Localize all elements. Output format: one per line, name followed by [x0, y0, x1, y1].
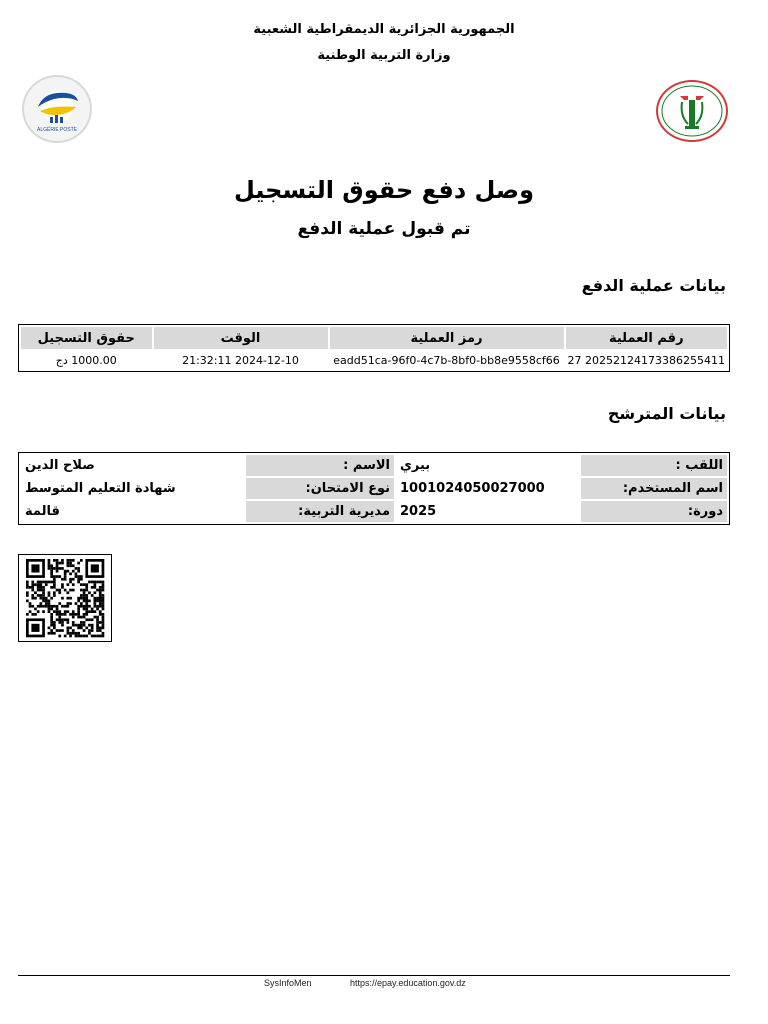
col-header-operation-code: رمز العملية: [330, 327, 564, 349]
receipt-title: وصل دفع حقوق التسجيل: [233, 176, 535, 204]
ministry-emblem-icon: [658, 82, 726, 140]
ministry-emblem-logo: [656, 80, 728, 142]
table-row: [21, 478, 727, 499]
table-row: [21, 351, 727, 369]
value-exam-type: شهادة التعليم المتوسط: [25, 481, 176, 496]
label-username: اسم المستخدم:: [581, 478, 727, 499]
qr-code-icon: [19, 555, 111, 641]
value-username: 1001024050027000: [400, 481, 545, 496]
value-surname: بيري: [400, 458, 431, 473]
candidate-section-title: بيانات المترشح: [607, 404, 726, 423]
col-header-registration-fee: حقوق التسجيل: [21, 327, 152, 349]
value-directorate: قالمة: [25, 504, 60, 519]
candidate-table: [18, 452, 730, 525]
footer-url[interactable]: https://epay.education.gov.dz: [350, 978, 466, 988]
operation-code: eadd51ca-96f0-4c7b-8bf0-bb8e9558cf66: [333, 353, 560, 367]
value-firstname: صلاح الدين: [25, 458, 95, 473]
label-firstname: الاسم :: [246, 455, 394, 476]
value-session: 2025: [400, 504, 437, 519]
algerie-poste-logo: [22, 75, 92, 143]
header-republic: الجمهورية الجزائرية الديمقراطية الشعبية: [253, 22, 515, 37]
table-row: [21, 455, 727, 476]
operation-time: 2024-12-10 21:32:11: [182, 353, 299, 367]
qr-code: [18, 554, 112, 642]
registration-fee: 1000.00 دج: [55, 353, 117, 367]
algerie-poste-icon: [24, 77, 90, 141]
label-directorate: مديرية التربية:: [246, 501, 394, 522]
footer-divider: [18, 975, 730, 976]
logo-caption: ALGÉRIE POSTE: [36, 127, 78, 133]
payment-status: تم قبول عملية الدفع: [297, 219, 471, 239]
label-surname: اللقب :: [581, 455, 727, 476]
table-row: [21, 501, 727, 522]
label-exam-type: نوع الامتحان:: [246, 478, 394, 499]
col-header-time: الوقت: [154, 327, 328, 349]
payment-table: [18, 324, 730, 372]
table-header-row: [21, 327, 727, 349]
header-ministry: وزارة التربية الوطنية: [317, 48, 451, 63]
label-session: دورة:: [581, 501, 727, 522]
payment-section-title: بيانات عملية الدفع: [581, 276, 726, 295]
col-header-operation-number: رقم العملية: [566, 327, 727, 349]
footer-system-name: SysInfoMen: [264, 978, 312, 988]
operation-number: 20252124173386255411 27: [567, 353, 725, 367]
